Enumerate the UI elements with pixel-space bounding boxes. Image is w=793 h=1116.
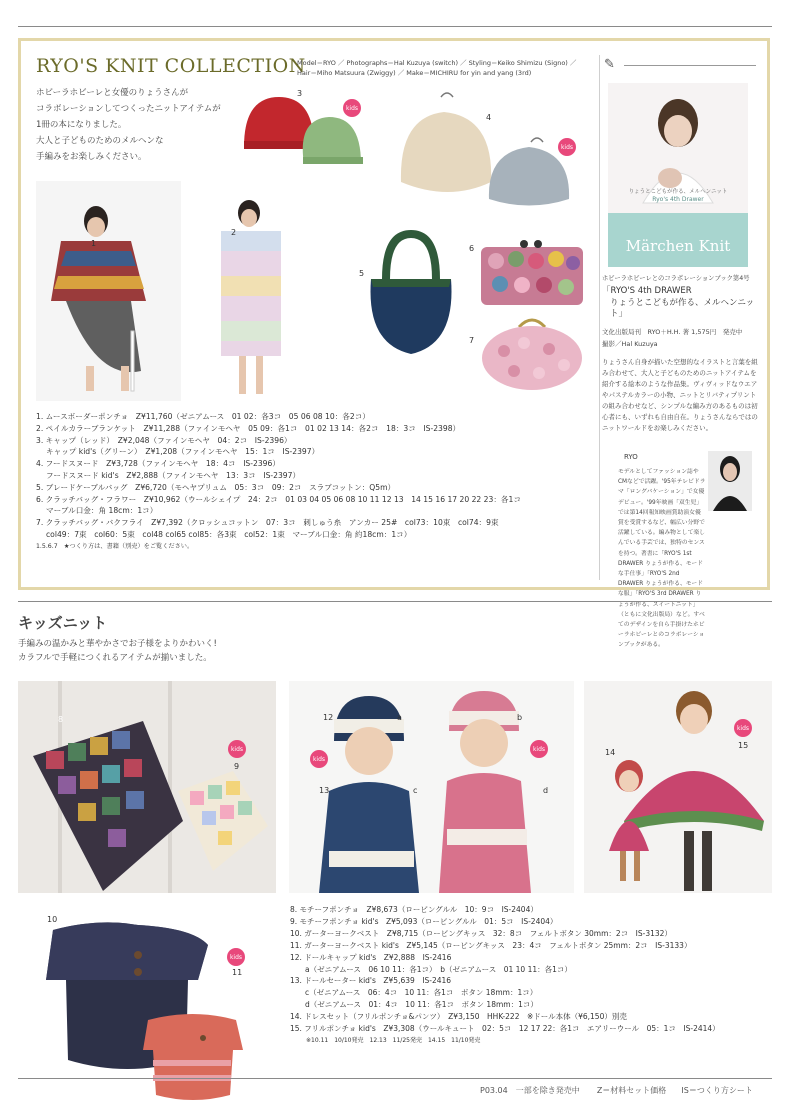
poncho-model-figure — [36, 181, 181, 401]
sidebar-top-rule — [624, 65, 756, 66]
list-item: 6. クラッチバッグ・フラワー Z¥10,962（ウールシェイプ 24：2コ 01 03 04 05 06 08 10 11 12 13 14 15 16 17 20 22 23：各1コ — [36, 494, 521, 504]
kids-badge: kids — [558, 138, 576, 156]
photo-blanket-model — [201, 181, 291, 401]
credits-line: Hair＝Miho Matsuura (Zwiggy) ／ Make＝MICHIRU for yin and yang (3rd) — [297, 69, 532, 77]
collection-title: RYO'S KNIT COLLECTION — [36, 55, 306, 77]
kids-item-list — [290, 904, 770, 1047]
kids-badge: kids — [228, 740, 246, 758]
list-item: 7. クラッチバッグ・バクフライ Z¥7,392（クロッシュコットン 07：3コ 刺しゅう糸 アンカー 25# col73：10束 col74：9束 — [36, 518, 499, 528]
list-item: 3. キャップ（レッド） Z¥2,048（ファインモヘヤ 04：2コ IS-2396） — [36, 435, 292, 445]
list-item: 8. モチーフポンチョ Z¥8,673（ロービングルル 10：9コ IS-2404） — [290, 905, 538, 914]
cover-title: Märchen Knit — [625, 237, 731, 255]
list-item: 13. ドールセーター kid's Z¥5,639 IS-2416 — [290, 976, 452, 986]
intro-text — [36, 85, 241, 165]
blanket-model-figure — [201, 181, 291, 401]
list-note: ※10.11 10/10発売 12.13 11/25発売 14.15 11/10発売 — [306, 1036, 481, 1044]
list-item: col49：7束 col60：5束 col48 col65 col85：各3束 col52：1束 マーブル口金：角 約18cm：1コ） — [36, 529, 412, 539]
collection-item-list — [36, 411, 596, 553]
ryo-portrait-figure — [708, 451, 752, 511]
intro-line: 大人と子どものためのメルヘンな — [36, 136, 164, 146]
list-item: 9. モチーフポンチョ kid's Z¥5,093（ロービングルル 01：5コ IS-2404） — [290, 916, 558, 926]
photo-number: 7 — [469, 336, 475, 345]
kids-section-title: キッズニット — [18, 614, 108, 632]
footer-is-note: IS＝つくり方シート — [681, 1086, 753, 1095]
photo-poncho-model — [36, 181, 181, 401]
photo-label: 15 — [738, 741, 749, 750]
credits-line: Model＝RYO ／ Photographs＝Hal Kuzuya (switch) ／ Styling＝Keiko Shimizu (Signo) ／ — [297, 59, 577, 67]
list-item: 4. フードスヌード Z¥3,728（ファインモヘヤ 18：4コ IS-2396） — [36, 459, 280, 469]
list-item: 15. フリルポンチョ kid's Z¥3,308（ウールキュート 02：5コ 12 17 22：各1コ エアリーウール 05：1コ IS-2414） — [290, 1024, 720, 1034]
photo-label: 8 — [58, 715, 64, 724]
photo-label: 12 — [323, 713, 334, 722]
photo-number: 3 — [297, 89, 303, 98]
intro-line: 手編みをお楽しみください。 — [36, 152, 147, 162]
book-description: りょうさん自身が描いた空想的なイラストと言葉を組み合わせて、大人と子どものためのニットアイテムを紹介する絵本のような作品集。ヴィヴィッドなウエアやパステルカラーの小物、ニットとリバティプリントの組み合わせなど、シンプルな編み方のあるものは初心者にも、いずれも自由自在。りょうさんならではのニットワールドをお楽しみください。 — [602, 357, 758, 432]
list-item: 2. ペイルカラーブランケット Z¥11,288（ファインモヘヤ 05 09：各1コ 01 02 13 14：各2コ 18：3コ IS-2398） — [36, 423, 461, 433]
subtitle-line: 手編みの温かみと華やかさでお子様をよりかわいく! — [18, 639, 217, 649]
pencil-icon: ✎ — [604, 57, 615, 72]
photo-credits — [297, 58, 587, 78]
photo-flower-clutch — [478, 239, 586, 311]
caps-figure — [239, 89, 389, 169]
photo-number: 2 — [231, 228, 237, 237]
kids-badge: kids — [734, 719, 752, 737]
photo-number: 1 — [91, 239, 97, 248]
photo-label: c — [413, 786, 418, 795]
photo-label: 11 — [232, 968, 243, 977]
bottom-rule — [18, 1078, 772, 1079]
list-item: 14. ドレスセット（フリルポンチョ&パンツ） Z¥3,150 HHK-222 ※ドール本体（¥6,150）別売 — [290, 1012, 627, 1022]
list-item: a（ゼニアムース 06 10 11：各1コ） b（ゼニアムース 01 10 11：各1コ） — [290, 964, 572, 974]
list-item: フードスヌード kid's Z¥2,888（ファインモヘヤ 13：3コ IS-2397） — [36, 470, 301, 480]
book-title-1: 「RYO'S 4th DRAWER — [602, 285, 692, 296]
photo-label: 9 — [234, 762, 240, 771]
book-info — [602, 273, 758, 434]
motif-ponchos-figure — [18, 681, 276, 893]
butterfly-clutch-figure — [479, 313, 585, 393]
book-title-2: りょうとこどもが作る、メルヘンニット」 — [610, 297, 755, 320]
photo-label: d — [543, 786, 549, 795]
book-sidebar — [599, 55, 766, 649]
photo-label: 14 — [605, 748, 616, 757]
ryo-bio: モデルとしてファッション誌やCMなどで活躍。'95年テレビドラマ「ロングバケーション」で女優デビュー。'99年映画「双生児」では第14回報知映画賞助演女優賞を受賞するなど、幅広い分野で活躍している。編み物として楽しんでいる手芸では、独特のセンスを持つ。著書に「RYO'S 1st DRAWER りょうが作る、モードな手仕事」「RYO'S 2nd DRAWER りょうが作る、モードな服」「RYO'S 3rd DRAWER りょうが作る、スイートニット」（ともに文化出版局）など。すべてのデザインを自ら手掛けたホビーラホビーレとのコラボレーションブックがある。 — [618, 469, 706, 649]
ryo-name: RYO — [624, 453, 638, 461]
photo-motif-ponchos — [18, 681, 276, 893]
list-item: マーブル口金：角 18cm：1コ） — [36, 506, 158, 516]
intro-line: コラボレーションしてつくったニットアイテムが — [36, 104, 221, 114]
list-item: 1. ムースボーダーポンチョ Z¥11,760（ゼニアムース 01 02：各3コ 05 06 08 10：各2コ） — [36, 412, 370, 421]
garter-vests-figure — [18, 910, 280, 1100]
mid-rule — [18, 601, 772, 602]
list-item: 10. ガーターヨークベスト Z¥8,715（ロービングキッス 32：8コ フェルトボタン 30mm：2コ IS-3132） — [290, 928, 672, 938]
cable-bag-figure — [361, 229, 461, 359]
photo-label: 10 — [47, 915, 58, 924]
photo-hood-snoods — [389, 87, 584, 212]
intro-line: ホビーラホビーレと女優のりょうさんが — [36, 88, 189, 98]
hood-snoods-figure — [389, 87, 584, 212]
photo-butterfly-clutch — [479, 313, 585, 393]
photo-number: 6 — [469, 244, 475, 253]
cover-sub: Ryo's 4th Drawer — [652, 196, 704, 203]
kids-section-subtitle — [18, 637, 318, 665]
intro-line: 1冊の本になりました。 — [36, 120, 127, 130]
photo-number: 5 — [359, 269, 365, 278]
photo-label: a — [397, 713, 402, 722]
book-photographer: 撮影／Hal Kuzuya — [602, 339, 658, 348]
photo-cable-bag — [361, 229, 461, 359]
photo-caps — [239, 89, 389, 169]
cover-tagline: りょうとこどもが作る、メルヘンニット — [628, 189, 728, 195]
flower-clutch-figure — [478, 239, 586, 311]
kids-badge: kids — [310, 750, 328, 768]
photo-number: 4 — [486, 113, 492, 122]
footer-z-note: Z＝材料セット価格 — [596, 1086, 667, 1095]
top-rule — [18, 26, 772, 27]
list-item: 5. ブレードケーブルバッグ Z¥6,720（モヘヤプリュム 05：3コ 09：2コ スラブコットン：Q5m） — [36, 482, 396, 492]
photo-label: b — [517, 713, 523, 722]
book-publisher: 文化出版局刊 RYO＋H.H. 著 1,575円 発売中 — [602, 328, 743, 337]
list-item: c（ゼニアムース 06：4コ 10 11：各1コ ボタン 18mm：1コ） — [290, 988, 538, 998]
footer-page: P03.04 一部を除き発売中 — [480, 1086, 580, 1095]
subtitle-line: カラフルで手軽につくれるアイテムが揃いました。 — [18, 653, 212, 663]
frill-poncho-figure — [584, 681, 772, 893]
page-footer — [480, 1085, 753, 1096]
kids-badge: kids — [530, 740, 548, 758]
book-cover — [608, 83, 748, 267]
list-item: 12. ドールキャップ kid's Z¥2,888 IS-2416 — [290, 952, 452, 962]
photo-frill-poncho — [584, 681, 772, 893]
ryo-portrait — [708, 451, 752, 511]
book-header: ホビーラホビーレとのコラボレーションブック第4号 — [602, 275, 750, 282]
list-item: d（ゼニアムース 01：4コ 10 11：各1コ ボタン 18mm：1コ） — [290, 1000, 538, 1010]
list-item: 11. ガーターヨークベスト kid's Z¥5,145（ロービングキッス 23：4コ フェルトボタン 25mm：2コ IS-3133） — [290, 940, 692, 950]
photo-garter-vests — [18, 910, 280, 1100]
list-item: キャップ kid's（グリーン） Z¥1,208（ファインモヘヤ 15：1コ IS-2397） — [36, 447, 320, 457]
kids-badge: kids — [227, 948, 245, 966]
kids-badge: kids — [343, 99, 361, 117]
photo-label: 13 — [319, 786, 330, 795]
list-note: 1.5.6.7 ★つくり方は、書籍（別売）をご覧ください。 — [36, 542, 194, 550]
